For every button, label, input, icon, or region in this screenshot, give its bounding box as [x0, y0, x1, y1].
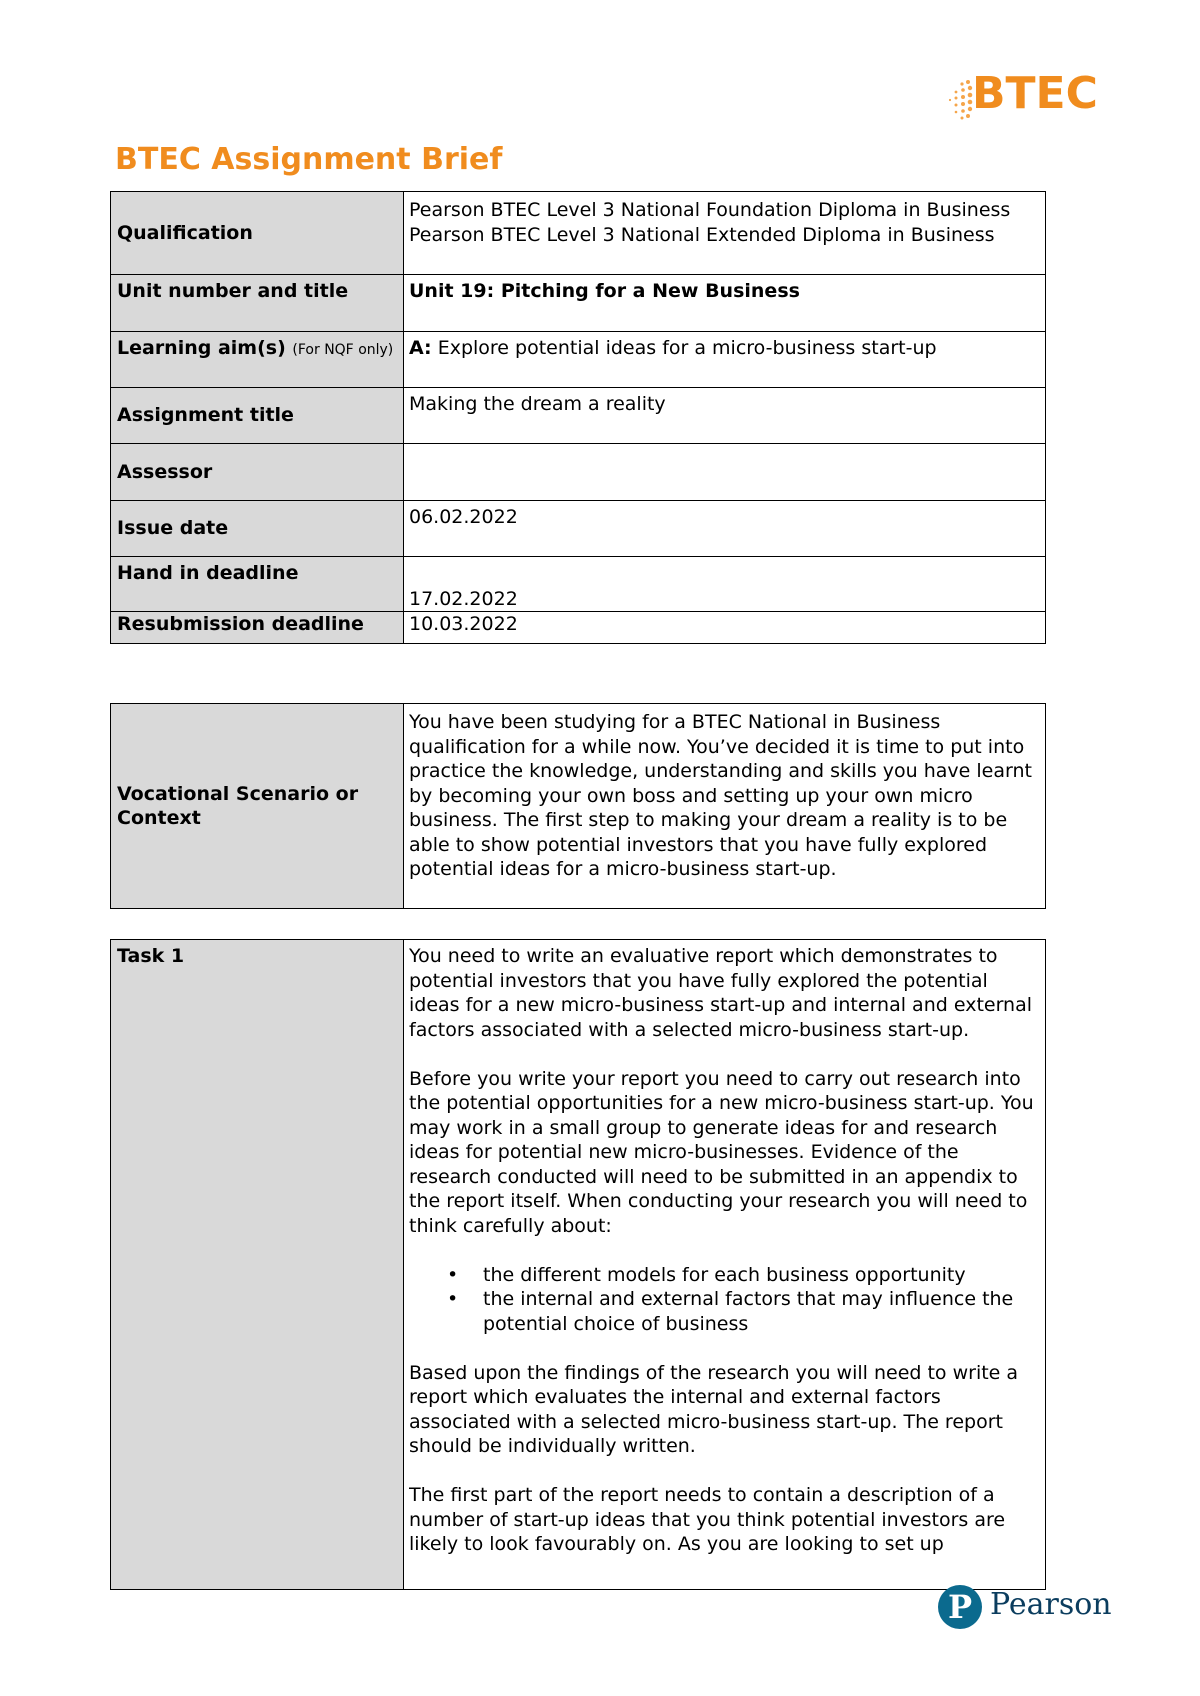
scenario-label: Vocational Scenario or Context	[111, 704, 404, 909]
assessor-value	[404, 444, 1046, 501]
learning-aim-note: (For NQF only)	[292, 342, 394, 358]
assignment-title-label: Assignment title	[111, 388, 404, 444]
qualification-value-1: Pearson BTEC Level 3 National Foundation Diploma in Business	[409, 199, 1011, 221]
task-table	[110, 939, 1046, 1590]
task-paragraph-2: Before you write your report you need to carry out research into the potential opportunities for a new micro-business start-up. You may work in a small group to generate ideas for and research ideas for potential new micro-businesses. Evidence of the research conducted will need to be submitted in an appendix to the report itself. When conducting your research you will need to think carefully about:	[409, 1067, 1034, 1237]
resubmission-label: Resubmission deadline	[111, 612, 404, 644]
hand-in-row	[111, 557, 1046, 612]
qualification-row	[111, 192, 1046, 275]
task-bullet: • the different models for each business opportunity	[409, 1263, 1041, 1288]
assignment-title-value: Making the dream a reality	[404, 388, 1046, 444]
learning-aim-row	[111, 332, 1046, 388]
learning-aim-prefix: A:	[409, 337, 432, 359]
task-content	[404, 940, 1046, 1590]
learning-aim-label-text: Learning aim(s)	[117, 337, 286, 359]
resubmission-row	[111, 612, 1046, 644]
task-bullet-list	[409, 1263, 1041, 1337]
assignment-title-row	[111, 388, 1046, 444]
task-paragraph-4: The first part of the report needs to contain a description of a number of start-up ideas that you think potential investors are likely to look favourably on. As you are looking to set up	[409, 1484, 1006, 1555]
page-title: BTEC Assignment Brief	[115, 142, 503, 177]
task-paragraph-3: Based upon the findings of the research you will need to write a report which evaluates the internal and external factors associated with a selected micro-business start-up. The report should be individually written.	[409, 1361, 1019, 1457]
assessor-label: Assessor	[111, 444, 404, 501]
btec-dots-icon	[948, 78, 974, 122]
learning-aim-label	[111, 332, 404, 388]
pearson-mark-icon: P	[938, 1585, 982, 1629]
brief-details-table	[110, 191, 1046, 644]
pearson-logo-text: Pearson	[990, 1587, 1112, 1622]
btec-logo	[948, 68, 1098, 124]
resubmission-value: 10.03.2022	[404, 612, 1046, 644]
hand-in-value: 17.02.2022	[404, 557, 1046, 612]
issue-date-label: Issue date	[111, 501, 404, 557]
unit-label: Unit number and title	[111, 275, 404, 332]
issue-date-row	[111, 501, 1046, 557]
task-bullet: • the internal and external factors that may influence the potential choice of business	[409, 1287, 1041, 1336]
task-paragraph-1: You need to write an evaluative report which demonstrates to potential investors that you have fully explored the potential ideas for a new micro-business start-up and internal and external factors associated with a selected micro-business start-up.	[409, 945, 1033, 1041]
qualification-value	[404, 192, 1046, 275]
task-label: Task 1	[111, 940, 404, 1590]
unit-row	[111, 275, 1046, 332]
scenario-table	[110, 703, 1046, 909]
pearson-logo	[938, 1585, 1112, 1631]
scenario-row	[111, 704, 1046, 909]
task-body	[409, 944, 1041, 1588]
issue-date-value: 06.02.2022	[404, 501, 1046, 557]
hand-in-label: Hand in deadline	[111, 557, 404, 612]
scenario-text: You have been studying for a BTEC National in Business qualification for a while now. You’ve decided it is time to put into practice the knowledge, understanding and skills you have learnt by becoming your own boss and setting up your own micro business. The first step to making your dream a reality is to be able to show potential investors that you have fully explored potential ideas for a micro-business start-up.	[404, 704, 1046, 909]
learning-aim-text: Explore potential ideas for a micro-business start-up	[437, 337, 937, 359]
assessor-row	[111, 444, 1046, 501]
qualification-label: Qualification	[111, 192, 404, 275]
task-row	[111, 940, 1046, 1590]
unit-value: Unit 19: Pitching for a New Business	[404, 275, 1046, 332]
btec-logo-text: BTEC	[972, 68, 1098, 119]
qualification-value-2: Pearson BTEC Level 3 National Extended Diploma in Business	[409, 223, 995, 246]
learning-aim-value	[404, 332, 1046, 388]
